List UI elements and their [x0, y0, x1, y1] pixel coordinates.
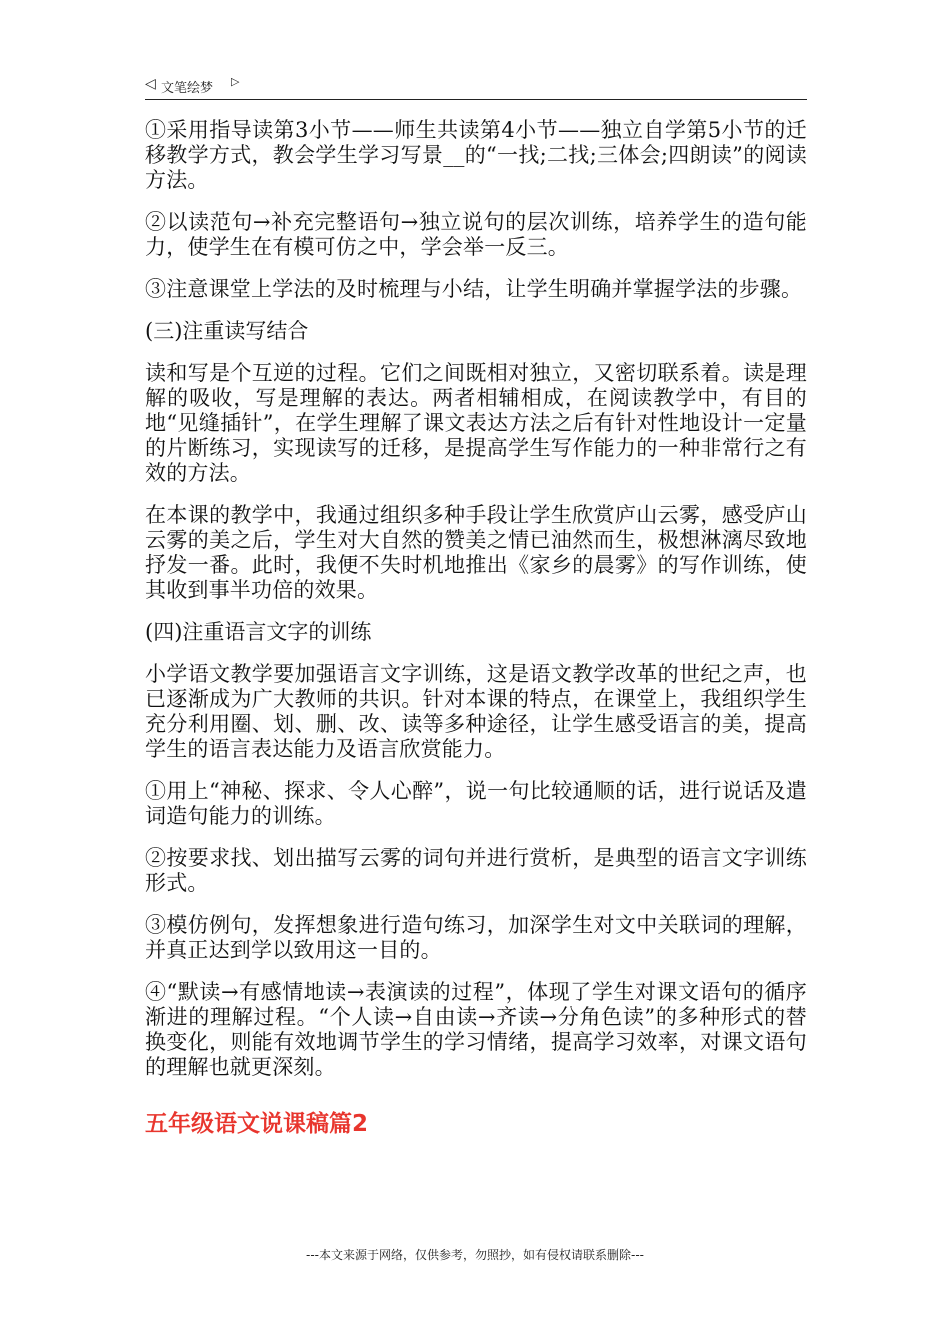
page-footer: ---本文来源于网络，仅供参考，勿照抄，如有侵权请联系删除---: [306, 1248, 644, 1262]
left-triangle-icon: ◁: [145, 76, 156, 92]
paragraph-training-4: ④“默读→有感情地读→表演读的过程”，体现了学生对课文语句的循序渐进的理解过程。“个人读→自由读→齐读→分角色读”的多种形式的替换变化，则能有效地调节学生的学习情绪，提高学习效率，对课文语句的理解也就更深刻。: [145, 980, 808, 1079]
paragraph-training-3: ③模仿例句，发挥想象进行造句练习，加深学生对文中关联词的理解，并真正达到学以致用这一目的。: [145, 913, 807, 962]
page-header: [145, 73, 807, 100]
paragraph-training-2: ②按要求找、划出描写云雾的词句并进行赏析，是典型的语言文字训练形式。: [145, 846, 807, 895]
paragraph-reading-writing: 读和写是个互逆的过程。它们之间既相对独立，又密切联系着。读是理解的吸收，写是理解的表达。两者相辅相成，在阅读教学中，有目的地“见缝插针”，在学生理解了课文表达方法之后有针对性地设计一定量的片断练习，实现读写的迁移，是提高学生写作能力的一种非常行之有效的方法。: [145, 361, 807, 485]
paragraph-training-1: ①用上“神秘、探求、令人心醉”，说一句比较通顺的话，进行说话及遣词造句能力的训练。: [145, 779, 807, 828]
paragraph-method-1: ①采用指导读第3小节——师生共读第4小节——独立自学第5小节的迁移教学方式，教会学生学习写景__的“一找;二找;三体会;四朗读”的阅读方法。: [145, 118, 807, 192]
paragraph-language-training: 小学语文教学要加强语言文字训练，这是语文教学改革的世纪之声，也已逐渐成为广大教师的共识。针对本课的特点，在课堂上，我组织学生充分利用圈、划、删、改、读等多种途径，让学生感受语言的美，提高学生的语言表达能力及语言欣赏能力。: [145, 662, 807, 761]
article-heading: 五年级语文说课稿篇2: [145, 1111, 369, 1137]
section-heading-reading-writing: (三)注重读写结合: [145, 319, 309, 343]
right-triangle-icon: ▷: [231, 75, 240, 88]
paragraph-method-2: ②以读范句→补充完整语句→独立说句的层次训练，培养学生的造句能力，使学生在有模可仿之中，学会举一反三。: [145, 210, 807, 259]
section-heading-language-training: (四)注重语言文字的训练: [145, 620, 372, 644]
paragraph-lesson-writing: 在本课的教学中，我通过组织多种手段让学生欣赏庐山云雾，感受庐山云雾的美之后，学生对大自然的赞美之情已油然而生，极想淋漓尽致地抒发一番。此时，我便不失时机地推出《家乡的晨雾》的写作训练，使其收到事半功倍的效果。: [145, 503, 807, 602]
header-title: 文笔绘梦: [161, 81, 214, 96]
paragraph-method-3: ③注意课堂上学法的及时梳理与小结，让学生明确并掌握学法的步骤。: [145, 277, 803, 301]
document-body: [145, 118, 807, 1138]
